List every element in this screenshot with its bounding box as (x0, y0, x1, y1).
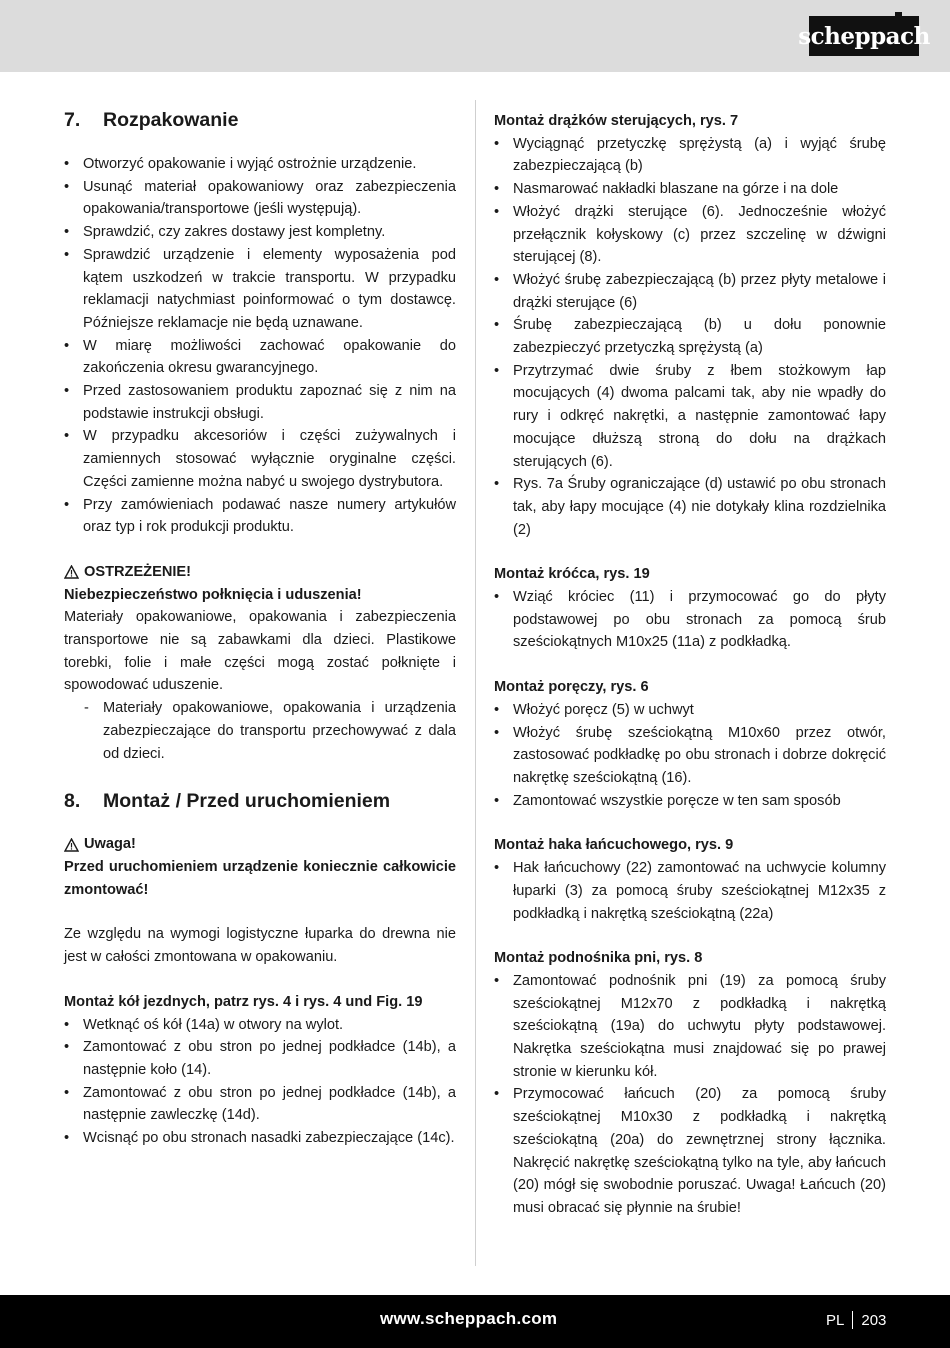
stub-list (494, 586, 886, 654)
website-link[interactable]: www.scheppach.com (380, 1309, 558, 1328)
unpacking-list (64, 153, 456, 539)
section-7-number: 7. (64, 109, 81, 131)
list-item: • Włożyć śrubę zabezpieczającą (b) przez płyty metalowe i drążki sterujące (6) (494, 269, 886, 314)
list-item: • Sprawdzić urządzenie i elementy wyposażenia pod kątem uszkodzeń w trakcie transportu. W przypadku reklamacji natychmiast poinformować o tym dostawcę. Późniejsze reklamacje nie będą uznawane. (64, 244, 456, 335)
warning-dash-list (64, 697, 456, 765)
right-column (494, 110, 886, 1220)
footer-bar (0, 1295, 950, 1348)
levers-list (494, 133, 886, 542)
list-item: • Zamontować z obu stron po jednej podkładce (14b), a następnie zawleczkę (14d). (64, 1082, 456, 1127)
section-8-heading (64, 787, 456, 815)
list-item: • Włożyć drążki sterujące (6). Jednocześnie włożyć przełącznik kołyskowy (c) przez szczelinę w dźwigni sterującej (8). (494, 201, 886, 269)
assembly-intro: Ze względu na wymogi logistyczne łuparka do drewna nie jest w całości zmontowana w opakowaniu. (64, 926, 456, 966)
page-number: 203 (861, 1311, 887, 1329)
list-item: • Włożyć śrubę sześciokątną M10x60 przez otwór, zastosować podkładkę po obu stronach i dobrze dokręcić nakrętkę sześciokątną (16). (494, 722, 886, 790)
rail-heading: Montaż poręczy, rys. 6 (494, 679, 649, 696)
stub-heading: Montaż króćca, rys. 19 (494, 566, 650, 583)
list-item: • W przypadku akcesoriów i części zużywalnych i zamiennych stosować wyłącznie oryginalne części. Części zamienne można nabyć u swojego dystrybutora. (64, 425, 456, 493)
section-7-heading (64, 106, 456, 134)
logo-dot (895, 12, 902, 19)
page-separator (852, 1311, 853, 1329)
lift-heading: Montaż podnośnika pni, rys. 8 (494, 950, 703, 967)
list-item: • Przytrzymać dwie śruby z łbem stożkowym łap mocujących (4) dwoma palcami tak, aby nie wpadły do rury i odkręć nakrętki, a następnie zamontować łapy mocujące dłuższą stroną do dołu na drążkach sterujących (6). (494, 360, 886, 474)
warning-title: Niebezpieczeństwo połknięcia i uduszenia! (64, 586, 362, 603)
list-item: • Usunąć materiał opakowaniowy oraz zabezpieczenia opakowania/transportowe (jeśli występują). (64, 176, 456, 221)
warning-triangle-icon (64, 838, 79, 852)
page-info (826, 1311, 886, 1329)
warning-heading (64, 561, 456, 584)
list-item: • Hak łańcuchowy (22) zamontować na uchwycie kolumny łuparki (3) za pomocą śruby sześciokątnej M12x35 z podkładką i nakrętką sześciokątną (22a) (494, 857, 886, 925)
lift-list (494, 970, 886, 1220)
levers-heading: Montaż drążków sterujących, rys. 7 (494, 113, 739, 129)
column-divider (475, 100, 476, 1266)
brand-logo (798, 16, 930, 56)
list-item: • Otworzyć opakowanie i wyjąć ostrożnie urządzenie. (64, 153, 456, 176)
list-item: • Wziąć króciec (11) i przymocować go do płyty podstawowej po obu stronach za pomocą śrub sześciokątnych M10x25 (11a) z podkładką. (494, 586, 886, 654)
list-item: • Nasmarować nakładki blaszane na górze i na dole (494, 178, 886, 201)
list-item: • Przy zamówieniach podawać nasze numery artykułów oraz typ i rok produkcji produktu. (64, 494, 456, 539)
warning-label: OSTRZEŻENIE! (84, 563, 192, 580)
list-item: • Włożyć poręcz (5) w uchwyt (494, 699, 886, 722)
list-item: • Sprawdzić, czy zakres dostawy jest kompletny. (64, 221, 456, 244)
list-item: • Wcisnąć po obu stronach nasadki zabezpieczające (14c). (64, 1127, 456, 1150)
attention-text: Przed uruchomieniem urządzenie koniecznie całkowicie zmontować! (64, 858, 456, 898)
list-item: • Zamontować wszystkie poręcze w ten sam sposób (494, 790, 886, 813)
attention-heading (64, 833, 456, 856)
dash-item: - Materiały opakowaniowe, opakowania i urządzenia zabezpieczające do transportu przechowywać z dala od dzieci. (84, 697, 456, 765)
hook-heading: Montaż haka łańcuchowego, rys. 9 (494, 837, 734, 854)
section-8-number: 8. (64, 790, 81, 813)
warning-triangle-icon (64, 565, 79, 579)
list-item: • W miarę możliwości zachować opakowanie do zakończenia okresu gwarancyjnego. (64, 335, 456, 380)
language-code: PL (826, 1311, 845, 1329)
attention-label: Uwaga! (84, 836, 136, 853)
list-item: • Przymocować łańcuch (20) za pomocą śruby sześciokątnej M10x30 z podkładką i nakrętką sześciokątną (20a) do zewnętrznej strony łącznika. Nakręcić nakrętkę sześciokątną tylko na tyle, aby łańcuch (20) mógł się swobodnie poruszać. Uwaga! Łańcuch (20) musi obracać się płynnie na śrubie! (494, 1083, 886, 1219)
section-7-title: Rozpakowanie (103, 109, 239, 131)
list-item: • Przed zastosowaniem produktu zapoznać się z nim na podstawie instrukcji obsługi. (64, 380, 456, 425)
list-item: • Zamontować z obu stron po jednej podkładce (14b), a następnie koło (14). (64, 1036, 456, 1081)
wheels-heading: Montaż kół jezdnych, patrz rys. 4 i rys. 4 und Fig. 19 (64, 993, 423, 1010)
list-item: • Wetknąć oś kół (14a) w otwory na wylot. (64, 1014, 456, 1037)
list-item: • Zamontować podnośnik pni (19) za pomocą śruby sześciokątnej M12x70 z podkładką i nakrętką sześciokątną (19a) do uchwytu płyty podstawowej. Nakrętka sześciokątna musi znajdować się po prawej stronie w kierunku kół. (494, 970, 886, 1084)
list-item: • Wyciągnąć przetyczkę sprężystą (a) i wyjąć śrubę zabezpieczającą (b) (494, 133, 886, 178)
hook-list (494, 857, 886, 925)
section-8-title: Montaż / Przed uruchomieniem (103, 790, 391, 813)
left-column (64, 104, 456, 1150)
logo-text: scheppach (798, 22, 930, 50)
warning-text: Materiały opakowaniowe, opakowania i zabezpieczenia transportowe nie są zabawkami dla dzieci. Plastikowe torebki, folie i małe części mogą zostać połknięte i spowodować uduszenie. (64, 609, 456, 694)
list-item: • Śrubę zabezpieczającą (b) u dołu ponownie zabezpieczyć przetyczką sprężystą (a) (494, 314, 886, 359)
rail-list (494, 699, 886, 813)
list-item: • Rys. 7a Śruby ograniczające (d) ustawić po obu stronach tak, aby łapy mocujące (4) nie dotykały klina rozdzielnika (2) (494, 473, 886, 541)
wheels-list (64, 1014, 456, 1150)
